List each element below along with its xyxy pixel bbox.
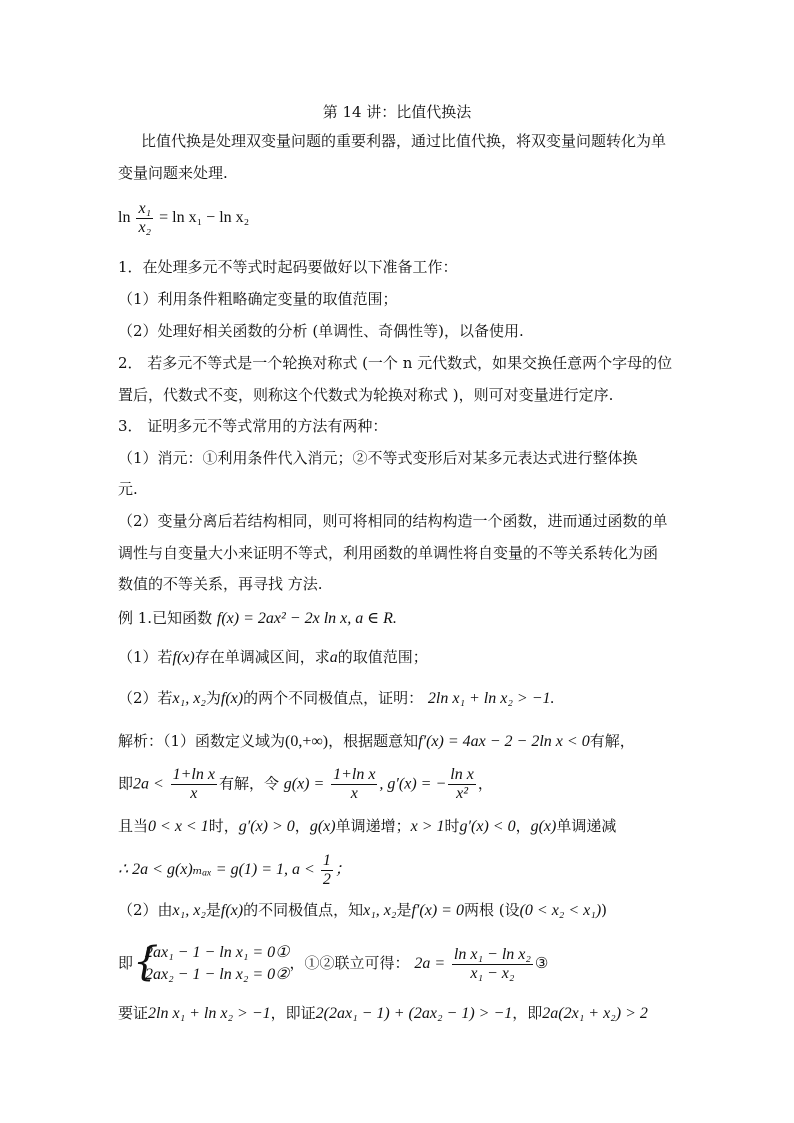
s5-derivative: f′(x) = 0: [411, 902, 464, 919]
s3-text-5: 时: [444, 817, 460, 835]
s7-result: 2a(2x₁ + x₂) > 2: [542, 1005, 648, 1022]
s6-label-3: ③: [534, 954, 549, 972]
q1-suffix: 的取值范围；: [337, 648, 428, 666]
point-2-line-1: 2． 若多元不等式是一个轮换对称式 (一个 n 元代数式，如果交换任意两个字母的位: [118, 354, 673, 372]
s1-domain: (0,+∞): [285, 733, 329, 750]
s3-interval-1: 0 < x < 1: [148, 818, 209, 835]
s2-text-2: 有解，令: [218, 774, 279, 793]
formula-ln: ln: [118, 209, 131, 227]
s4-num: 1: [322, 852, 331, 869]
example-statement: [118, 607, 678, 630]
s2-den-3: x²: [456, 785, 468, 802]
q2-inequality: 2ln x₁ + ln x₂ > −1.: [427, 690, 555, 707]
point-3-2-line-2: 调性与自变量大小来证明不等式，利用函数的单调性将自变量的不等关系转化为函: [118, 544, 659, 562]
s5-text-3: 的不同极值点，知: [243, 901, 364, 919]
example-text: 已知函数: [152, 609, 213, 627]
s3-gprime-neg: g′(x) < 0: [459, 818, 516, 835]
s5-order: (0 < x₂ < x₁): [519, 902, 602, 919]
s7-text-1: 要证: [118, 1004, 149, 1022]
s6-den: x₁ − x₂: [470, 964, 515, 982]
s5-text-1: （2）由: [118, 901, 173, 919]
s3-text-6: ，: [515, 817, 531, 835]
solution-line-7: [118, 1002, 678, 1025]
s4-text: ∴ 2a < g(x)ₘₐₓ = g(1) = 1, a <: [118, 861, 315, 879]
s4-fraction: [321, 852, 333, 889]
formula-fraction: [136, 200, 153, 237]
s7-expanded: 2(2ax₁ − 1) + (2ax₂ − 1) > −1: [315, 1005, 513, 1022]
s3-text-4: 单调递增；: [335, 817, 411, 835]
s6-equation-system: [133, 939, 290, 986]
s6-brace-icon: {: [133, 939, 159, 985]
s4-den: 2: [322, 871, 331, 888]
s2-den-1: x: [190, 785, 198, 802]
s3-text-2: 时，: [208, 817, 239, 835]
s2-den-2: x: [350, 785, 358, 802]
solution-line-4: [118, 852, 678, 889]
q2-prefix: （2）若: [118, 689, 173, 707]
s3-gx-2: g(x): [530, 818, 557, 835]
s5-text-5: 两根 (设: [463, 901, 520, 919]
solution-line-5: [118, 899, 678, 922]
s2-fraction-2: [331, 766, 377, 803]
solution-line-3: [118, 815, 678, 838]
q1-function: f(x): [172, 649, 195, 666]
s5-text-4: 是: [396, 901, 412, 919]
formula-rhs: = ln x₁ − ln x₂: [159, 209, 250, 227]
page-title: 第 14 讲：比值代换法: [322, 103, 472, 121]
example-label: 例 1.: [118, 609, 153, 627]
s2-fraction-3: [448, 766, 476, 803]
q1-var: a: [329, 649, 338, 666]
intro-line-1: 比值代换是处理双变量问题的重要利器，通过比值代换，将双变量问题转化为单: [141, 132, 667, 150]
s1-derivative: f′(x) = 4ax − 2 − 2ln x < 0: [418, 733, 590, 750]
formula-numerator: x₁: [138, 200, 152, 217]
s2-num-2: 1+ln x: [333, 766, 376, 783]
example-question-1: [118, 646, 678, 669]
s3-interval-2: x > 1: [410, 818, 445, 835]
q2-text-1: 为: [205, 689, 221, 707]
solution-line-2: [118, 766, 678, 803]
solution-line-6: [118, 939, 678, 986]
q2-vars: x₁, x₂: [172, 690, 206, 707]
point-1: 1．在处理多元不等式时起码要做好以下准备工作：: [118, 258, 458, 276]
s1-text-2: ，根据题意知: [328, 732, 419, 750]
s2-fraction-1: [171, 766, 217, 803]
s6-equation-2: 2ax₂ − 1 − ln x₂ = 0②: [145, 966, 290, 983]
s2-gx: g(x) =: [283, 775, 325, 793]
s3-gx-1: g(x): [309, 818, 336, 835]
s7-inequality: 2ln x₁ + ln x₂ > −1: [148, 1005, 271, 1022]
s2-gprime: , g′(x) = −: [379, 775, 447, 793]
s6-num: ln x₁ − ln x₂: [453, 945, 531, 963]
s6-text-1: 即: [118, 954, 134, 972]
s5-text-6: ): [601, 901, 608, 919]
s5-function: f(x): [220, 902, 244, 919]
s5-text-2: 是: [205, 901, 221, 919]
s2-num-1: 1+ln x: [172, 766, 215, 783]
s1-text-1: 解析：（1）函数定义域为: [118, 732, 286, 750]
example-question-2: [118, 687, 678, 710]
s7-text-3: ，即: [512, 1004, 543, 1022]
s4-suffix: ；: [334, 861, 351, 879]
s2-text-3: ，: [477, 774, 493, 793]
s1-text-3: 有解，: [589, 732, 635, 750]
intro-line-2: 变量问题来处理.: [118, 164, 228, 182]
s2-num-3: ln x: [450, 766, 474, 783]
formula-denominator: x₂: [138, 219, 152, 236]
point-1-2: （2）处理好相关函数的分析 (单调性、奇偶性等)，以备使用.: [118, 322, 524, 340]
q1-text: 存在单调减区间，求: [194, 648, 330, 666]
log-quotient-formula: [118, 200, 678, 237]
q2-function: f(x): [220, 690, 244, 707]
s7-text-2: ，即证: [270, 1004, 316, 1022]
s5-vars-1: x₁, x₂: [172, 902, 206, 919]
s3-text-1: 且当: [118, 817, 149, 835]
q1-prefix: （1）若: [118, 648, 173, 666]
s3-text-3: ，: [294, 817, 310, 835]
point-3-2-line-3: 数值的不等关系，再寻找 方法.: [118, 575, 323, 593]
point-3-2-line-1: （2）变量分离后若结构相同，则可将相同的结构构造一个函数，进而通过函数的单: [118, 512, 668, 530]
example-function: f(x) = 2ax² − 2x ln x, a ∈ R.: [216, 610, 397, 627]
s3-gprime-pos: g′(x) > 0: [238, 818, 295, 835]
point-1-1: （1）利用条件粗略确定变量的取值范围；: [118, 290, 398, 308]
point-3-1-line-1: （1）消元：①利用条件代入消元；②不等式变形后对某多元表达式进行整体换: [118, 449, 638, 467]
s2-text-1: 即: [118, 774, 134, 793]
s2-ineq: 2a <: [133, 775, 164, 793]
s6-2a: 2a =: [414, 955, 446, 972]
s6-fraction: [452, 946, 533, 983]
solution-line-1: [118, 730, 678, 753]
s6-text-2: ，①②联立可得：: [289, 954, 410, 972]
q2-text-2: 的两个不同极值点，证明：: [243, 689, 424, 707]
point-3: 3． 证明多元不等式常用的方法有两种：: [118, 417, 388, 435]
s6-equation-1: 2ax₁ − 1 − ln x₁ = 0①: [145, 944, 290, 961]
s3-text-7: 单调递减: [556, 817, 617, 835]
point-3-1-line-2: 元.: [118, 480, 138, 498]
s5-vars-2: x₁, x₂: [363, 902, 397, 919]
point-2-line-2: 置后，代数式不变，则称这个代数式为轮换对称式 )，则可对变量进行定序.: [118, 386, 614, 404]
